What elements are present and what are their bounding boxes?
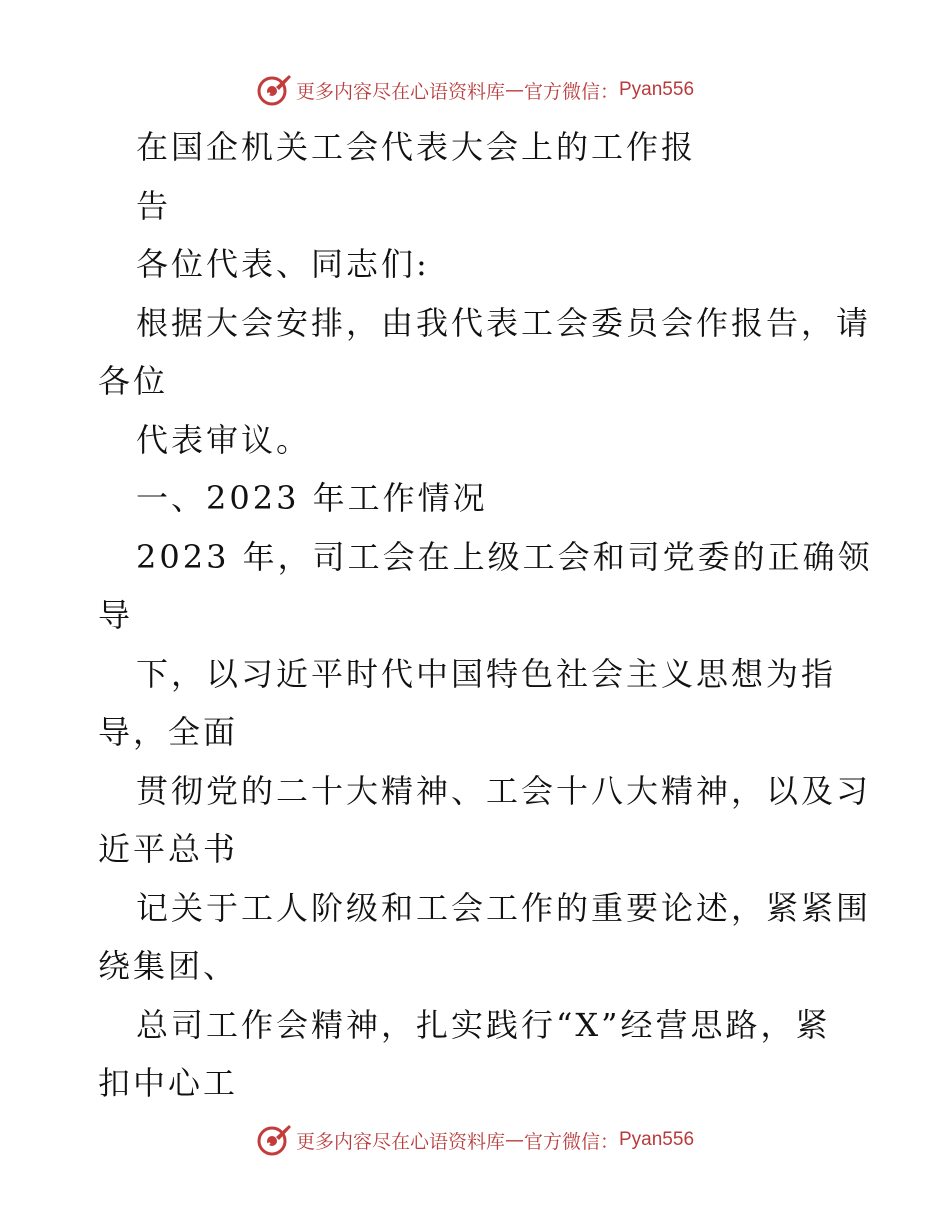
watermark-wechat-id: Pyan556 <box>619 79 695 100</box>
footer-watermark-banner <box>0 1120 950 1160</box>
doc-line: 近平总书 <box>98 830 239 868</box>
pen-logo-icon <box>256 72 292 108</box>
doc-line: 各位 <box>98 362 169 400</box>
doc-title-line-2: 告 <box>136 187 172 225</box>
doc-line: 绕集团、 <box>98 947 239 985</box>
watermark-dash: — <box>504 79 524 101</box>
doc-line: 扣中心工 <box>98 1064 239 1102</box>
doc-title-line-1: 在国企机关工会代表大会上的工作报 <box>136 128 697 166</box>
doc-line: 导 <box>98 596 134 634</box>
doc-line: 下，以习近平时代中国特色社会主义思想为指 <box>136 655 837 693</box>
watermark-wechat-label: 官方微信： <box>523 1130 619 1153</box>
watermark-text: 更多内容尽在心语资料库 <box>295 1130 505 1153</box>
doc-line: 记关于工人阶级和工会工作的重要论述，紧紧围 <box>136 889 872 927</box>
watermark-text: 更多内容尽在心语资料库 <box>295 80 505 103</box>
doc-line: 导，全面 <box>98 713 239 751</box>
watermark-dash: — <box>504 1129 524 1151</box>
doc-line: 总司工作会精神，扎实践行“X”经营思路，紧 <box>136 1006 831 1044</box>
pen-logo-icon <box>256 1122 292 1158</box>
watermark-wechat-label: 官方微信： <box>523 80 619 103</box>
header-watermark-banner <box>0 70 950 110</box>
doc-line: 2023 年，司工会在上级工会和司党委的正确领 <box>136 538 873 576</box>
doc-salutation: 各位代表、同志们: <box>136 245 430 283</box>
doc-line: 根据大会安排，由我代表工会委员会作报告，请 <box>136 304 872 342</box>
watermark-wechat-id: Pyan556 <box>619 1129 695 1150</box>
doc-section-heading: 一、2023 年工作情况 <box>136 479 488 517</box>
doc-line: 贯彻党的二十大精神、工会十八大精神，以及习 <box>136 772 872 810</box>
doc-line: 代表审议。 <box>136 421 312 459</box>
